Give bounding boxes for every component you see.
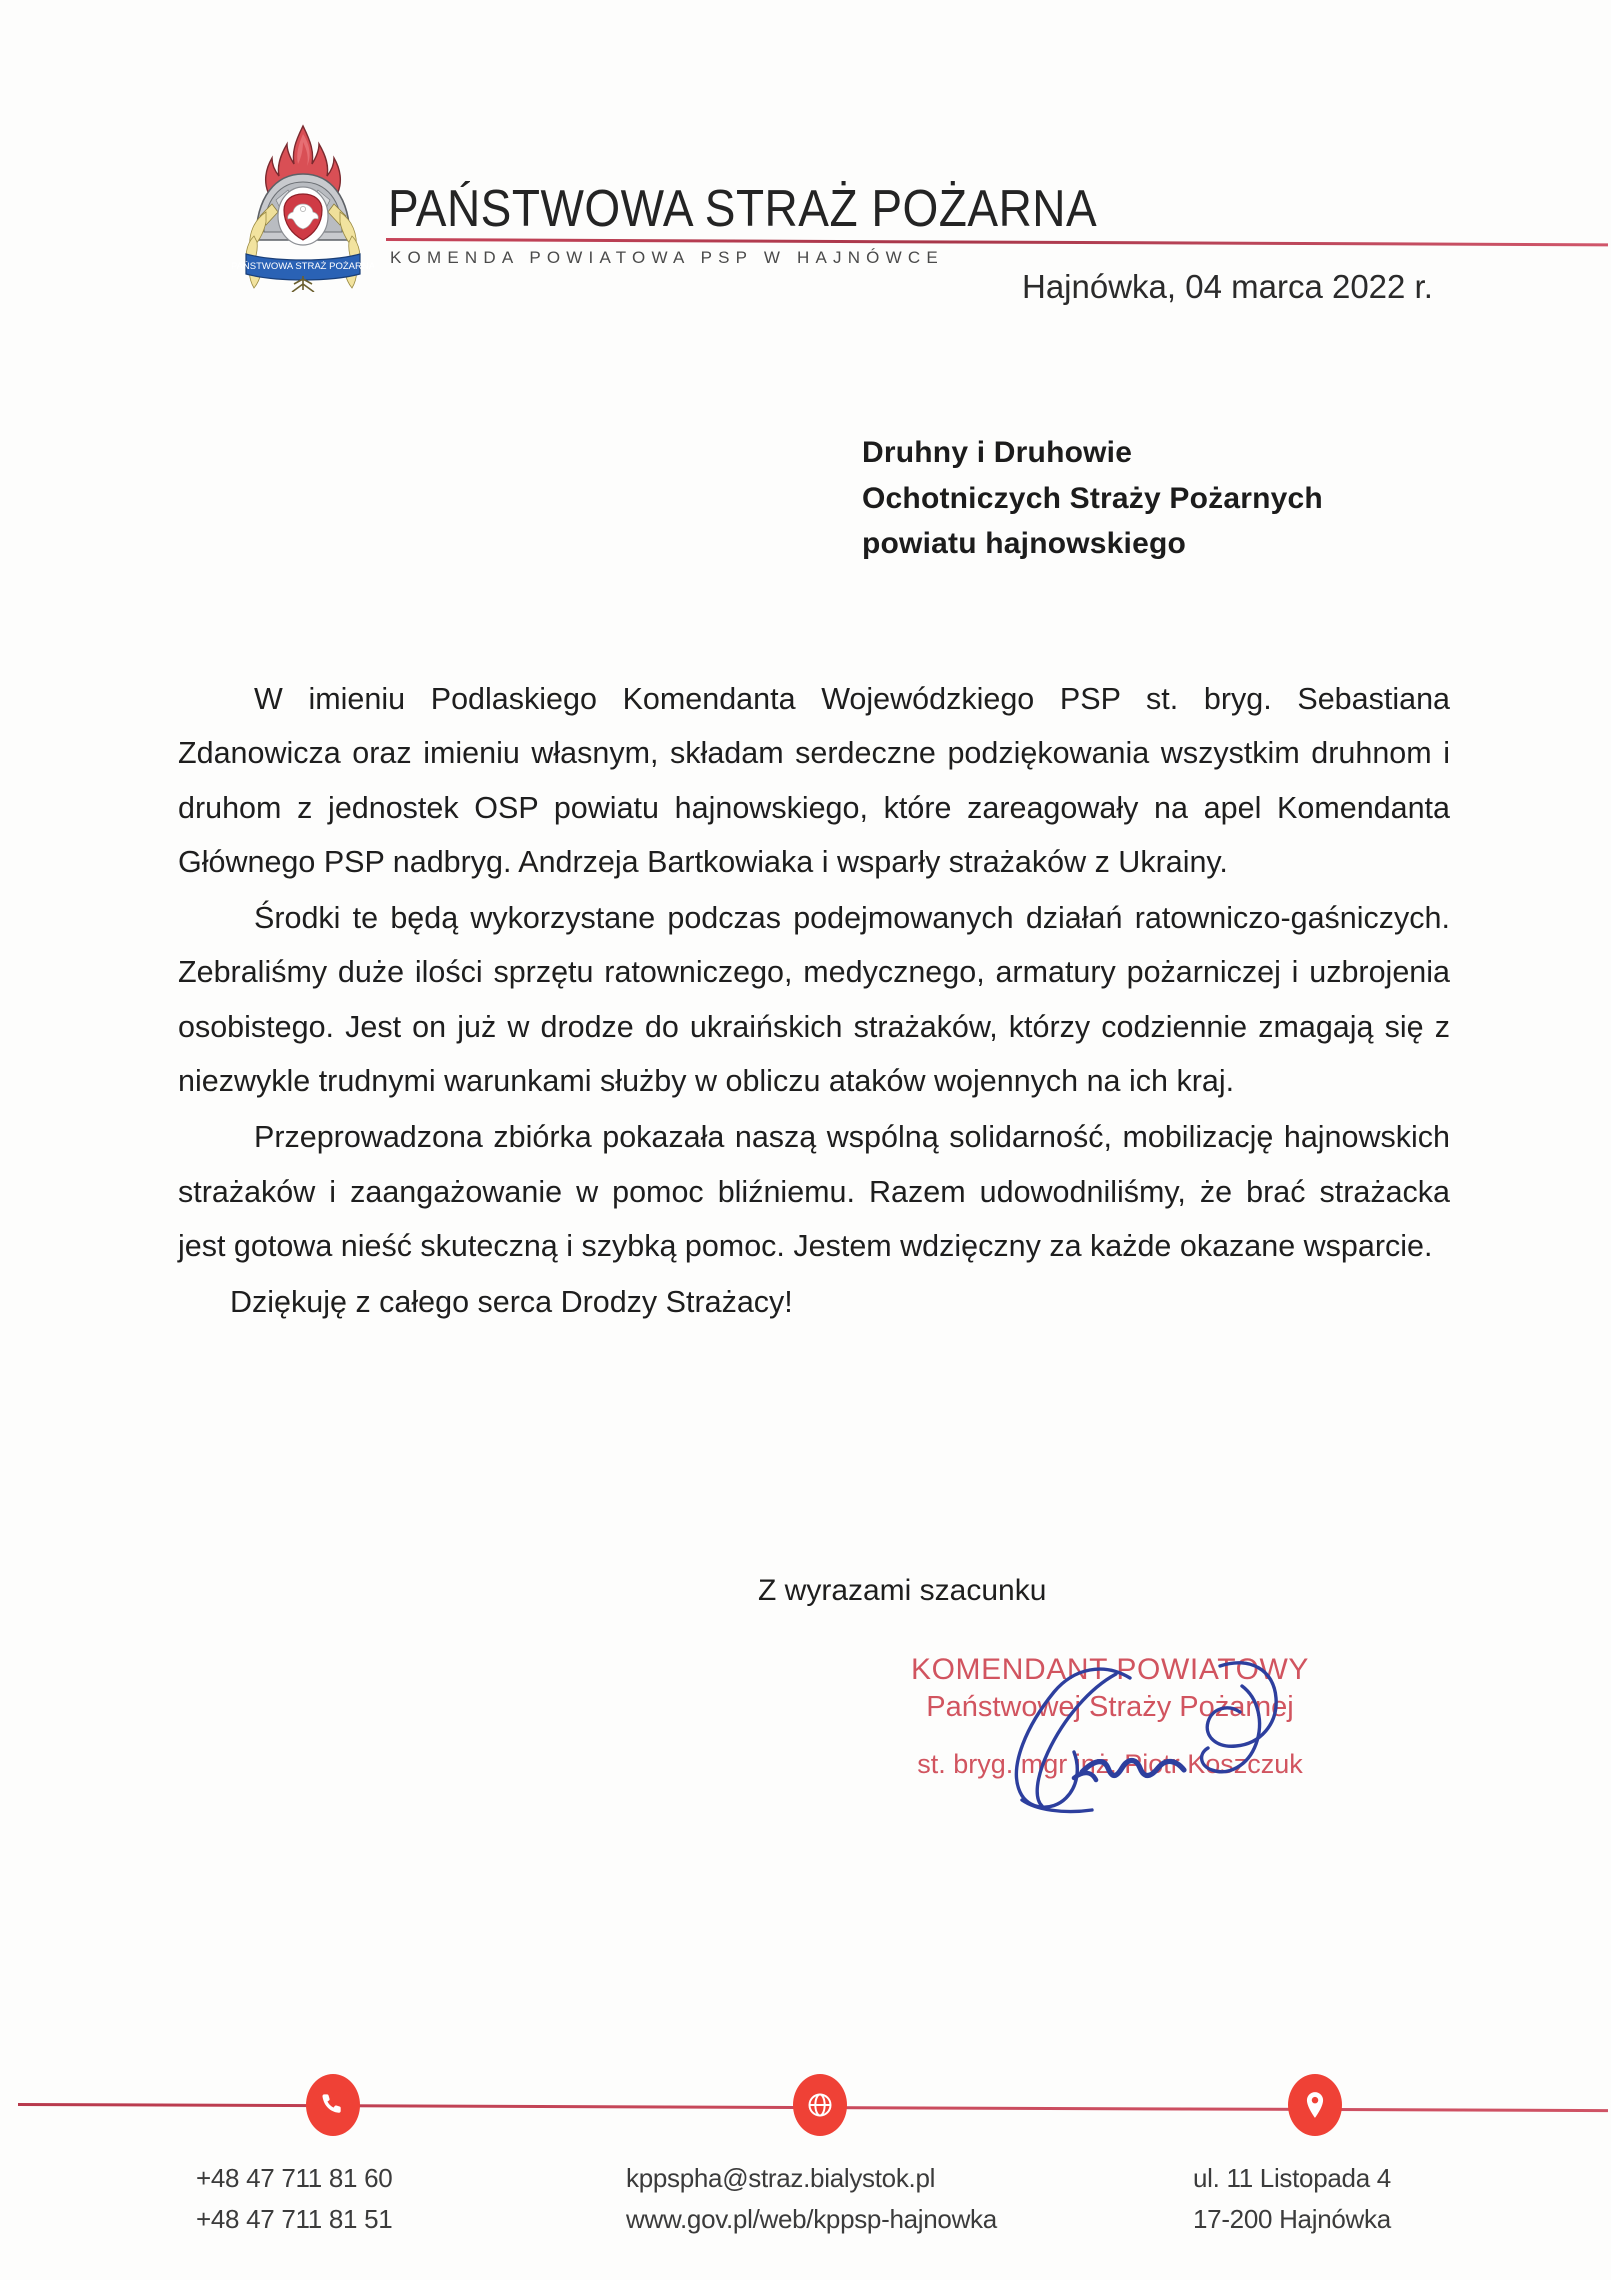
stamp-name: st. bryg. mgr inż. Piotr Koszczuk — [917, 1748, 1303, 1779]
body-paragraph-2: Środki te będą wykorzystane podczas podejmowanych działań ratowniczo-gaśniczych. Zebraliśmy duże ilości sprzętu ratowniczego, medycznego, armatury pożarniczej i uzbrojenia osobistego. Jest on już w drodze do ukraińskich strażaków, którzy codziennie zmagają się z niezwykle trudnymi warunkami służby w obliczu ataków wojennych na ich kraj. — [178, 901, 1450, 1098]
phone-number-2: +48 47 711 81 51 — [196, 2204, 393, 2235]
footer-web-column — [626, 2158, 997, 2240]
letterhead-header — [0, 0, 1611, 340]
signature-block — [880, 1650, 1340, 1810]
valediction: Z wyrazami szacunku — [758, 1574, 1047, 1607]
website-url[interactable]: www.gov.pl/web/kppsp-hajnowka — [626, 2204, 997, 2235]
addressee-line-3: powiatu hajnowskiego — [862, 527, 1187, 561]
stamp-title: KOMENDANT POWIATOWY — [910, 1653, 1310, 1686]
body-paragraph-1: W imieniu Podlaskiego Komendanta Wojewódzkiego PSP st. bryg. Sebastiana Zdanowicza oraz imieniu własnym, składam serdeczne podziękowania wszystkim druhnom i druhom z jednostek OSP powiatu hajnowskiego, które zareagowały na apel Komendanta Głównego PSP nadbryg. Andrzeja Bartkowiaka i wsparły strażaków z Ukrainy. — [178, 682, 1450, 879]
addressee-block — [862, 430, 1323, 567]
email-address[interactable]: kppspha@straz.bialystok.pl — [626, 2163, 936, 2193]
globe-icon — [793, 2074, 847, 2136]
official-stamp — [880, 1650, 1340, 1782]
footer-address-column — [1193, 2158, 1391, 2240]
header-divider — [386, 238, 1608, 246]
footer-phone-column — [196, 2158, 392, 2240]
street-address: ul. 11 Listopada 4 — [1193, 2163, 1391, 2193]
body-paragraph-4: Dziękuję z całego serca Drodzy Strażacy! — [230, 1285, 793, 1320]
psp-emblem-icon — [232, 112, 374, 292]
stamp-organization: Państwowej Straży Pożarnej — [926, 1691, 1294, 1723]
addressee-line-1: Druhny i Druhowie — [862, 436, 1133, 469]
letter-body — [178, 672, 1450, 1331]
phone-icon — [306, 2074, 360, 2136]
date-line: Hajnówka, 04 marca 2022 r. — [1022, 268, 1433, 305]
location-pin-icon — [1288, 2074, 1342, 2136]
letterhead-footer — [0, 2020, 1611, 2280]
city-postcode: 17-200 Hajnówka — [1193, 2204, 1391, 2235]
phone-number-1: +48 47 711 81 60 — [196, 2163, 393, 2193]
body-paragraph-3: Przeprowadzona zbiórka pokazała naszą wspólną solidarność, mobilizację hajnowskich strażaków i zaangażowanie w pomoc bliźniemu. Razem udowodniliśmy, że brać strażacka jest gotowa nieść skuteczną i szybką pomoc. Jestem wdzięczny za każde okazane wsparcie. — [178, 1120, 1450, 1263]
organization-title: PAŃSTWOWA STRAŻ POŻARNA — [388, 179, 1098, 238]
organization-subtitle: KOMENDA POWIATOWA PSP W HAJNÓWCE — [390, 248, 944, 267]
emblem-banner-text: PAŃSTWOWA STRAŻ POŻARNA — [232, 261, 374, 272]
addressee-line-2: Ochotniczych Straży Pożarnych — [862, 481, 1323, 515]
